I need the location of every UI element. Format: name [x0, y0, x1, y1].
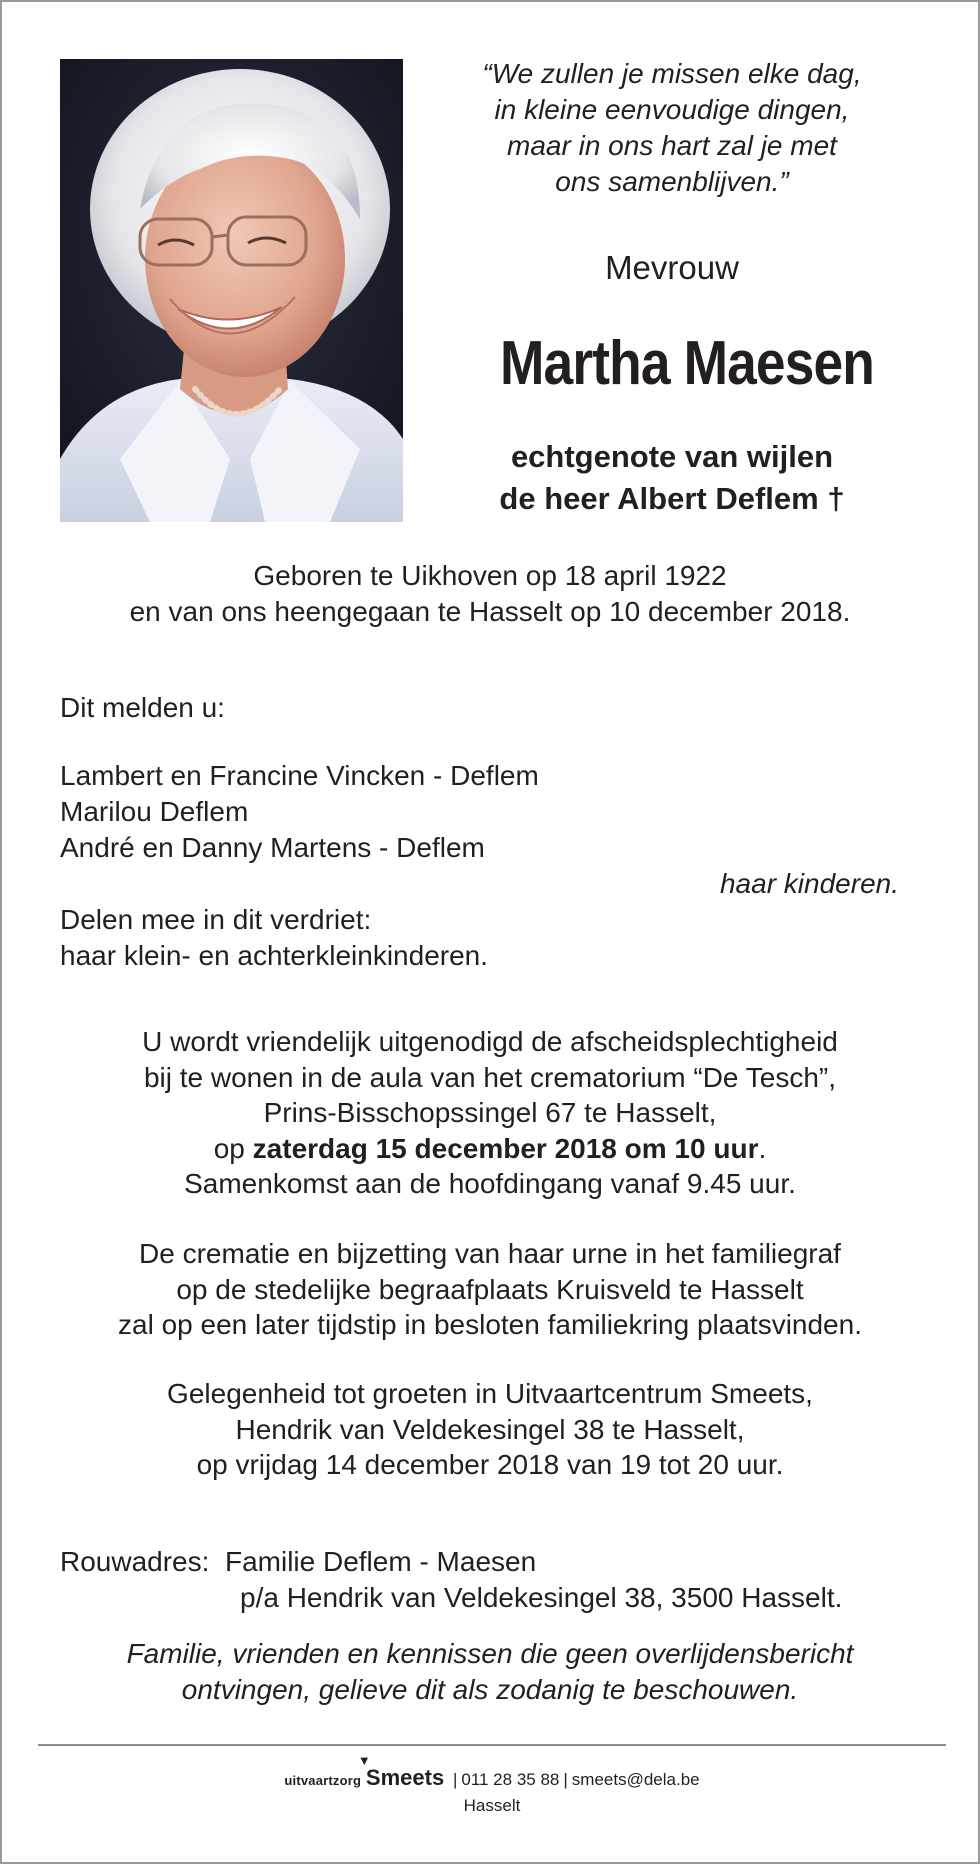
- ceremony-line: bij te wonen in de aula van het crematorium “De Tesch”,: [143, 1061, 837, 1093]
- family-member: André en Danny Martens - Deflem: [60, 832, 485, 863]
- visitation-info: [32, 1376, 948, 1483]
- ceremony-line: Prins-Bisschopssingel 67 te Hasselt,: [263, 1097, 717, 1128]
- quote-line: “We zullen je missen elke dag,: [482, 58, 862, 89]
- share-grief: [60, 902, 488, 974]
- brand-name: Smeets: [365, 1765, 445, 1790]
- spouse-line: echtgenote van wijlen: [510, 439, 834, 474]
- separator: |: [452, 1770, 458, 1789]
- family-list: [60, 758, 539, 866]
- address-line: [60, 1544, 842, 1580]
- closing-line: ontvingen, gelieve dit als zodanig te beschouwen.: [181, 1674, 799, 1705]
- portrait-image: [60, 59, 403, 522]
- ceremony-info: [32, 1024, 948, 1202]
- visitation-line: Gelegenheid tot groeten in Uitvaartcentrum Smeets,: [167, 1378, 813, 1409]
- quote-line: in kleine eenvoudige dingen,: [494, 94, 850, 125]
- footer-city: Hasselt: [463, 1796, 521, 1815]
- closing-note: [32, 1636, 948, 1708]
- cremation-line: zal op een later tijdstip in besloten familiekring plaatsvinden.: [118, 1309, 862, 1340]
- visitation-line: Hendrik van Veldekesingel 38 te Hasselt,: [235, 1413, 745, 1445]
- ceremony-date-line: [32, 1131, 948, 1167]
- visitation-line: op vrijdag 14 december 2018 van 19 tot 20 uur.: [196, 1449, 784, 1480]
- deceased-name: Martha Maesen: [499, 329, 875, 398]
- birth-line: Geboren te Uikhoven op 18 april 1922: [253, 560, 727, 591]
- address-label: Rouwadres:: [60, 1546, 210, 1577]
- cremation-line: op de stedelijke begraafplaats Kruisveld te Hasselt: [176, 1273, 804, 1305]
- memorial-quote: [442, 56, 902, 200]
- ceremony-suffix: .: [758, 1132, 767, 1164]
- share-line: haar klein- en achterkleinkinderen.: [60, 940, 489, 971]
- ceremony-prefix: op: [213, 1132, 253, 1164]
- life-dates: [32, 558, 948, 630]
- spouse-info: [442, 436, 902, 520]
- footer-contact-line: [2, 1753, 980, 1793]
- family-member: Marilou Deflem: [60, 796, 249, 827]
- brand-logo: [357, 1753, 445, 1790]
- spouse-line: de heer Albert Deflem †: [499, 481, 845, 516]
- mourning-address: [60, 1544, 842, 1616]
- address-family: Familie Deflem - Maesen: [224, 1546, 537, 1577]
- death-line: en van ons heengegaan te Hasselt op 10 december 2018.: [129, 596, 851, 627]
- children-label: haar kinderen.: [719, 868, 899, 899]
- logo-triangle-icon: ▼: [357, 1753, 371, 1768]
- honorific: Mevrouw: [605, 249, 739, 286]
- cremation-line: De crematie en bijzetting van haar urne in het familiegraf: [139, 1238, 841, 1269]
- portrait-photo: [60, 59, 403, 522]
- address-street: p/a Hendrik van Veldekesingel 38, 3500 Hasselt.: [240, 1582, 843, 1613]
- ceremony-date: zaterdag 15 december 2018 om 10 uur: [252, 1132, 759, 1164]
- share-line: Delen mee in dit verdriet:: [60, 904, 372, 935]
- cremation-info: [32, 1236, 948, 1343]
- funeral-home-footer: [2, 1753, 980, 1817]
- closing-line: Familie, vrienden en kennissen die geen overlijdensbericht: [126, 1638, 854, 1669]
- footer-email[interactable]: smeets@dela.be: [571, 1770, 700, 1789]
- ceremony-line: Samenkomst aan de hoofdingang vanaf 9.45 uur.: [184, 1168, 796, 1199]
- family-member: Lambert en Francine Vincken - Deflem: [60, 760, 539, 791]
- announce-intro: Dit melden u:: [60, 692, 225, 723]
- separator: |: [563, 1770, 568, 1789]
- ceremony-line: U wordt vriendelijk uitgenodigd de afscheidsplechtigheid: [142, 1026, 838, 1057]
- quote-line: ons samenblijven.”: [555, 166, 789, 197]
- footer-divider: [38, 1744, 946, 1746]
- footer-phone: 011 28 35 88: [461, 1770, 560, 1789]
- quote-line: maar in ons hart zal je met: [507, 130, 837, 161]
- brand-tagline: uitvaartzorg: [284, 1773, 362, 1788]
